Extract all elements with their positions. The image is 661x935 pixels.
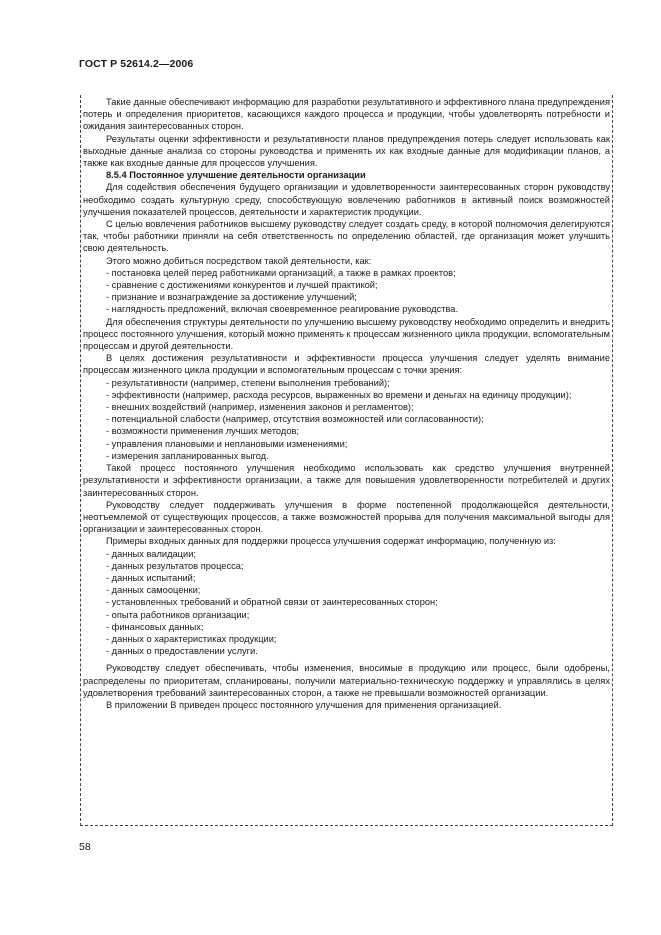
section-heading: 8.5.4 Постоянное улучшение деятельности организации [106,170,366,181]
list-item: - опыта работников организации; [106,609,250,620]
aspect-list-continued [83,401,610,462]
paragraph: Для обеспечения структуры деятельности по улучшению высшему руководству необходимо определить и внедрить процесс постоянного улучшения, который можно применять к процессам жизненного цикла продукции, вспомогательным процессам и другой деятельности. [83,316,610,352]
body-text [83,96,610,711]
aspect-list [83,377,610,389]
paragraph: Такой процесс постоянного улучшения необходимо использовать как средство улучшения внутренней результативности и эффективности организации, а также для повышения удовлетворенности потребителей и других заинтересованных сторон. [83,463,610,498]
list-item: - финансовых данных; [106,621,204,632]
document-header: ГОСТ Р 52614.2—2006 [79,58,194,70]
paragraph: Примеры входных данных для поддержки процесса улучшения содержат информацию, полученную из: [106,536,556,547]
input-data-list [83,548,610,658]
page-number: 58 [79,841,91,853]
list-item: - данных самооценки; [106,585,201,596]
list-item: - установленных требований и обратной связи от заинтересованных сторон; [106,597,438,608]
list-item: - данных о характеристиках продукции; [106,633,277,644]
paragraph: С целью вовлечения работников высшему руководству следует создать среду, в которой полномочия делегируются так, чтобы работники приняли на себя ответственность по определению областей, где организация может улучшить свою деятельность. [83,219,610,254]
paragraph: Руководству следует обеспечивать, чтобы изменения, вносимые в продукцию или процесс, были одобрены, распределены по приоритетам, спланированы, получили материально-техническую поддержку и управлялись в целях удовлетворения требований заинтересованных сторон, а также не превышали возможностей организации. [83,663,610,698]
list-item: - результативности (например, степени выполнения требований); [106,377,390,388]
list-item: - измерения запланированных выгод. [106,450,269,461]
paragraph: В приложении В приведен процесс постоянного улучшения для применения организацией. [106,699,502,710]
paragraph: Для содействия обеспечения будущего организации и удовлетворенности заинтересованных сторон руководству необходимо создать культурную среду, способствующую вовлечению работников в активный поиск возможностей улучшения показателей процессов, деятельности и характеристик продукции. [83,182,610,217]
list-item: - данных валидации; [106,548,196,559]
list-item: - постановка целей перед работниками организаций, а также в рамках проектов; [106,267,456,278]
activity-list [83,267,610,316]
paragraph: В целях достижения результативности и эффективности процесса улучшения следует уделять внимание процессам жизненного цикла продукции и вспомогательным процессам с точки зрения: [83,353,610,376]
list-item: - данных испытаний; [106,572,196,583]
list-item: - сравнение с достижениями конкурентов и лучшей практикой; [106,280,378,291]
list-item: - возможности применения лучших методов; [106,426,300,437]
paragraph: Этого можно добиться посредством такой деятельности, как: [106,255,372,266]
paragraph: Руководству следует поддерживать улучшения в форме постепенной продолжающейся деятельности, неотъемлемой от существующих процессов, а также возможностей прорыва для получения максимальной выгоды для организации и заинтересованных сторон. [83,499,610,535]
list-item: - внешних воздействий (например, изменения законов и регламентов); [106,402,414,413]
paragraph: Такие данные обеспечивают информацию для разработки результативного и эффективного плана предупреждения потерь и определения приоритетов, касающихся каждого процесса и продукции, чтобы удовлетворять потребности и ожидания заинтересованных сторон. [83,97,610,132]
list-item: - признание и вознаграждение за достижение улучшений; [106,292,357,303]
list-item: - наглядность предложений, включая своевременное реагирование руководства. [106,304,459,315]
list-item: - данных результатов процесса; [106,560,244,571]
paragraph: Результаты оценки эффективности и результативности планов предупреждения потерь следует использовать как выходные данные анализа со стороны руководства и применять их как входные данные для модификации планов, а также как входные данные для процессов улучшения. [83,133,610,169]
list-item-wrapped: - эффективности (например, расхода ресурсов, выраженных во времени и деньгах на единицу продукции); [106,389,572,400]
list-item: - управления плановыми и неплановыми изменениями; [106,438,348,449]
list-item: - потенциальной слабости (например, отсутствия возможностей или согласованности); [106,414,484,425]
list-item: - данных о предоставлении услуги. [106,646,258,657]
